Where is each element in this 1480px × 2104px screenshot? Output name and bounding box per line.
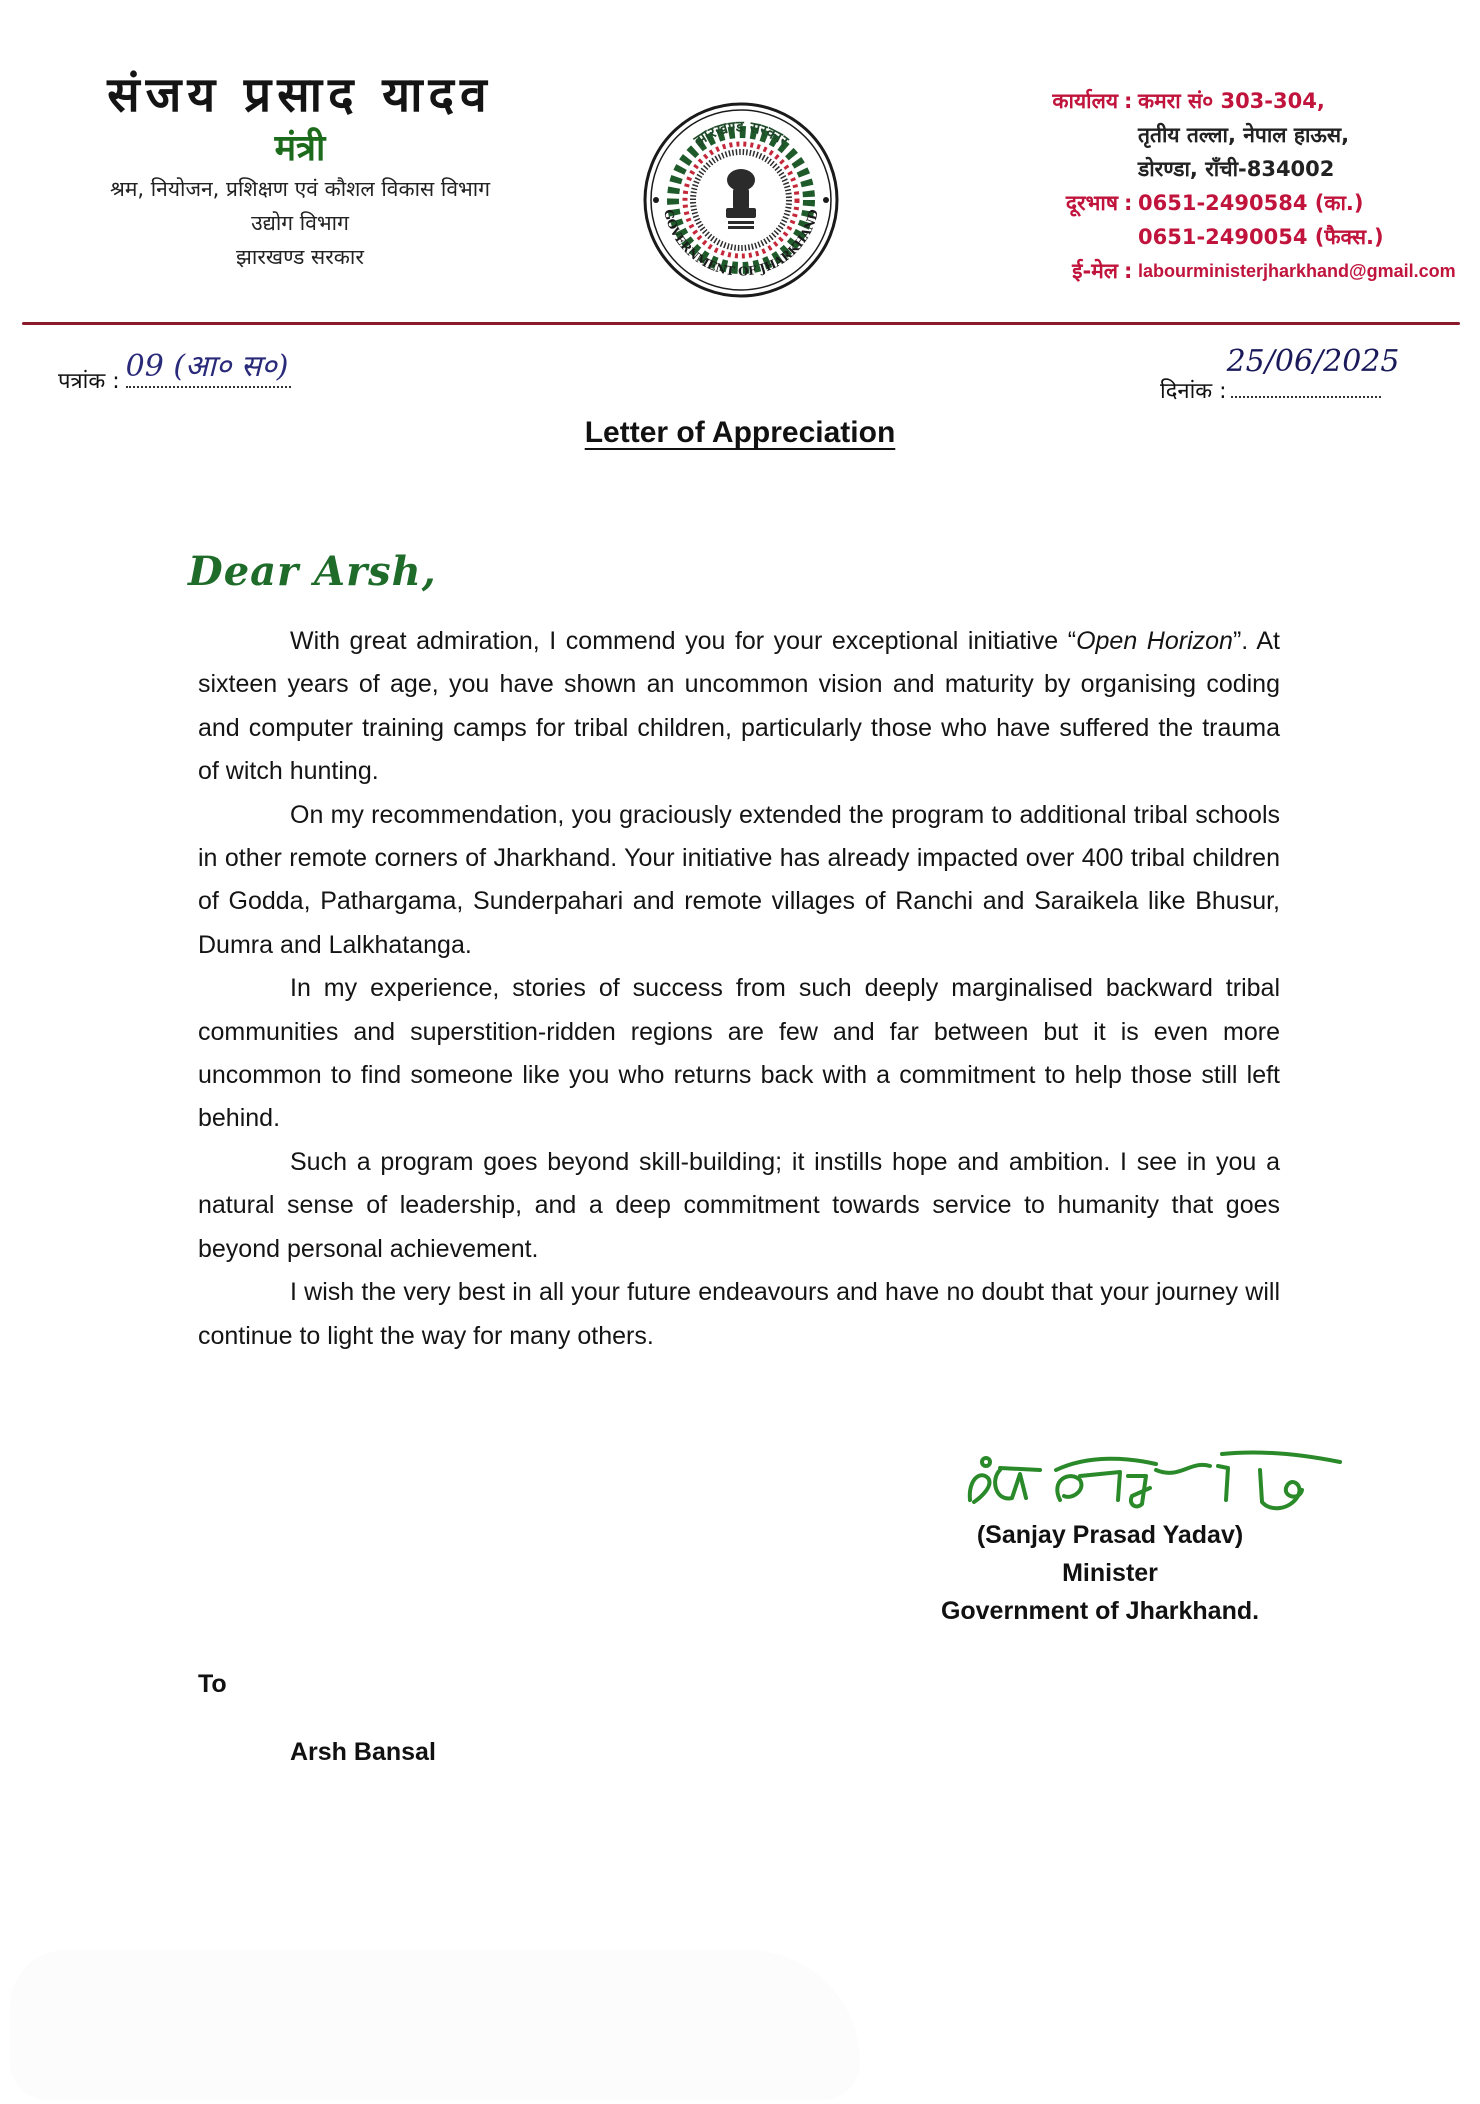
scan-smudge	[10, 1950, 860, 2100]
government-emblem-seal	[636, 100, 846, 300]
email-row: ई-मेल : labourministerjharkhand@gmail.com	[1000, 254, 1470, 288]
handwritten-signature	[960, 1440, 1400, 1520]
phone-fax: 0651-2490054 (फैक्स.)	[1138, 225, 1384, 249]
reference-value: 09 (आ० स०)	[125, 349, 289, 384]
initiative-name: Open Horizon	[1076, 627, 1233, 655]
office-label: कार्यालय	[1052, 89, 1118, 113]
office-floor: तृतीय तल्ला, नेपाल हाऊस,	[1138, 123, 1350, 147]
signatory-designation: Minister	[1062, 1559, 1158, 1587]
svg-text:झारखण्ड सरकार: झारखण्ड सरकार	[690, 117, 792, 150]
body-paragraph: On my recommendation, you graciously extended the program to additional tribal schools in other remote corners of Jharkhand. Your initiative has already impacted over 400 tribal children of Godda, Pathargama, Sunderpahari and remote villages of Ranchi and Saraikela like Bhusur, Dumra and Lalkhatanga.	[198, 800, 1280, 959]
government-line: झारखण्ड सरकार	[236, 245, 364, 269]
date-label: दिनांक :	[1160, 379, 1227, 404]
phone-label: दूरभाष	[1065, 191, 1118, 215]
recipient-label: To	[198, 1670, 227, 1698]
jharkhand-seal-icon	[636, 100, 846, 300]
letter-body	[198, 620, 1280, 1358]
svg-text:GOVERNMENT OF JHARKHAND: GOVERNMENT OF JHARKHAND	[661, 208, 821, 279]
document-title: Letter of Appreciation	[584, 416, 896, 449]
letter-date	[1160, 344, 1400, 405]
reference-label: पत्रांक :	[58, 369, 120, 394]
date-value: 25/06/2025	[1226, 344, 1400, 379]
reference-number	[58, 349, 291, 395]
signatory-name: (Sanjay Prasad Yadav)	[976, 1521, 1244, 1549]
department-line: श्रम, नियोजन, प्रशिक्षण एवं कौशल विकास विभाग	[109, 177, 491, 201]
salutation: Dear Arsh,	[188, 548, 437, 595]
email-address: labourministerjharkhand@gmail.com	[1138, 261, 1456, 281]
office-address-row: कार्यालय : कमरा सं० 303-304,	[1000, 84, 1470, 118]
letterhead-divider	[22, 322, 1460, 325]
minister-title-hindi: मंत्री	[274, 128, 326, 169]
office-city: डोरण्डा, राँची-834002	[1138, 157, 1335, 181]
minister-name-hindi: संजय प्रसाद यादव	[107, 67, 493, 123]
signature-icon	[960, 1440, 1400, 1520]
signatory-organization: Government of Jharkhand.	[940, 1597, 1260, 1625]
recipient-name: Arsh Bansal	[290, 1738, 436, 1766]
body-paragraph: In my experience, stories of success from such deeply marginalised backward tribal communities and superstition-ridden regions are few and far between but it is even more uncommon to find someone like you who returns back with a commitment to help those still left behind.	[198, 974, 1280, 1133]
body-paragraph: Such a program goes beyond skill-building; it instills hope and ambition. I see in you a natural sense of leadership, and a deep commitment towards service to humanity that goes beyond personal achievement.	[198, 1147, 1280, 1263]
office-room: कमरा सं० 303-304,	[1138, 89, 1325, 113]
department-line: उद्योग विभाग	[251, 211, 349, 235]
phone-row: दूरभाष : 0651-2490584 (का.)	[1000, 186, 1470, 220]
signatory-block	[880, 1516, 1360, 1630]
letterhead-contact	[1000, 84, 1470, 288]
letterhead-left	[40, 66, 560, 274]
phone-office: 0651-2490584 (का.)	[1138, 191, 1364, 215]
body-paragraph: I wish the very best in all your future endeavours and have no doubt that your journey will continue to light the way for many others.	[198, 1278, 1280, 1350]
body-paragraph: With great admiration, I commend you for your exceptional initiative “Open Horizon”. At sixteen years of age, you have shown an uncommon vision and maturity by organising coding and computer training camps for tribal children, particularly those who have suffered the trauma of witch hunting.	[198, 627, 1280, 786]
email-label: ई-मेल	[1072, 259, 1118, 283]
